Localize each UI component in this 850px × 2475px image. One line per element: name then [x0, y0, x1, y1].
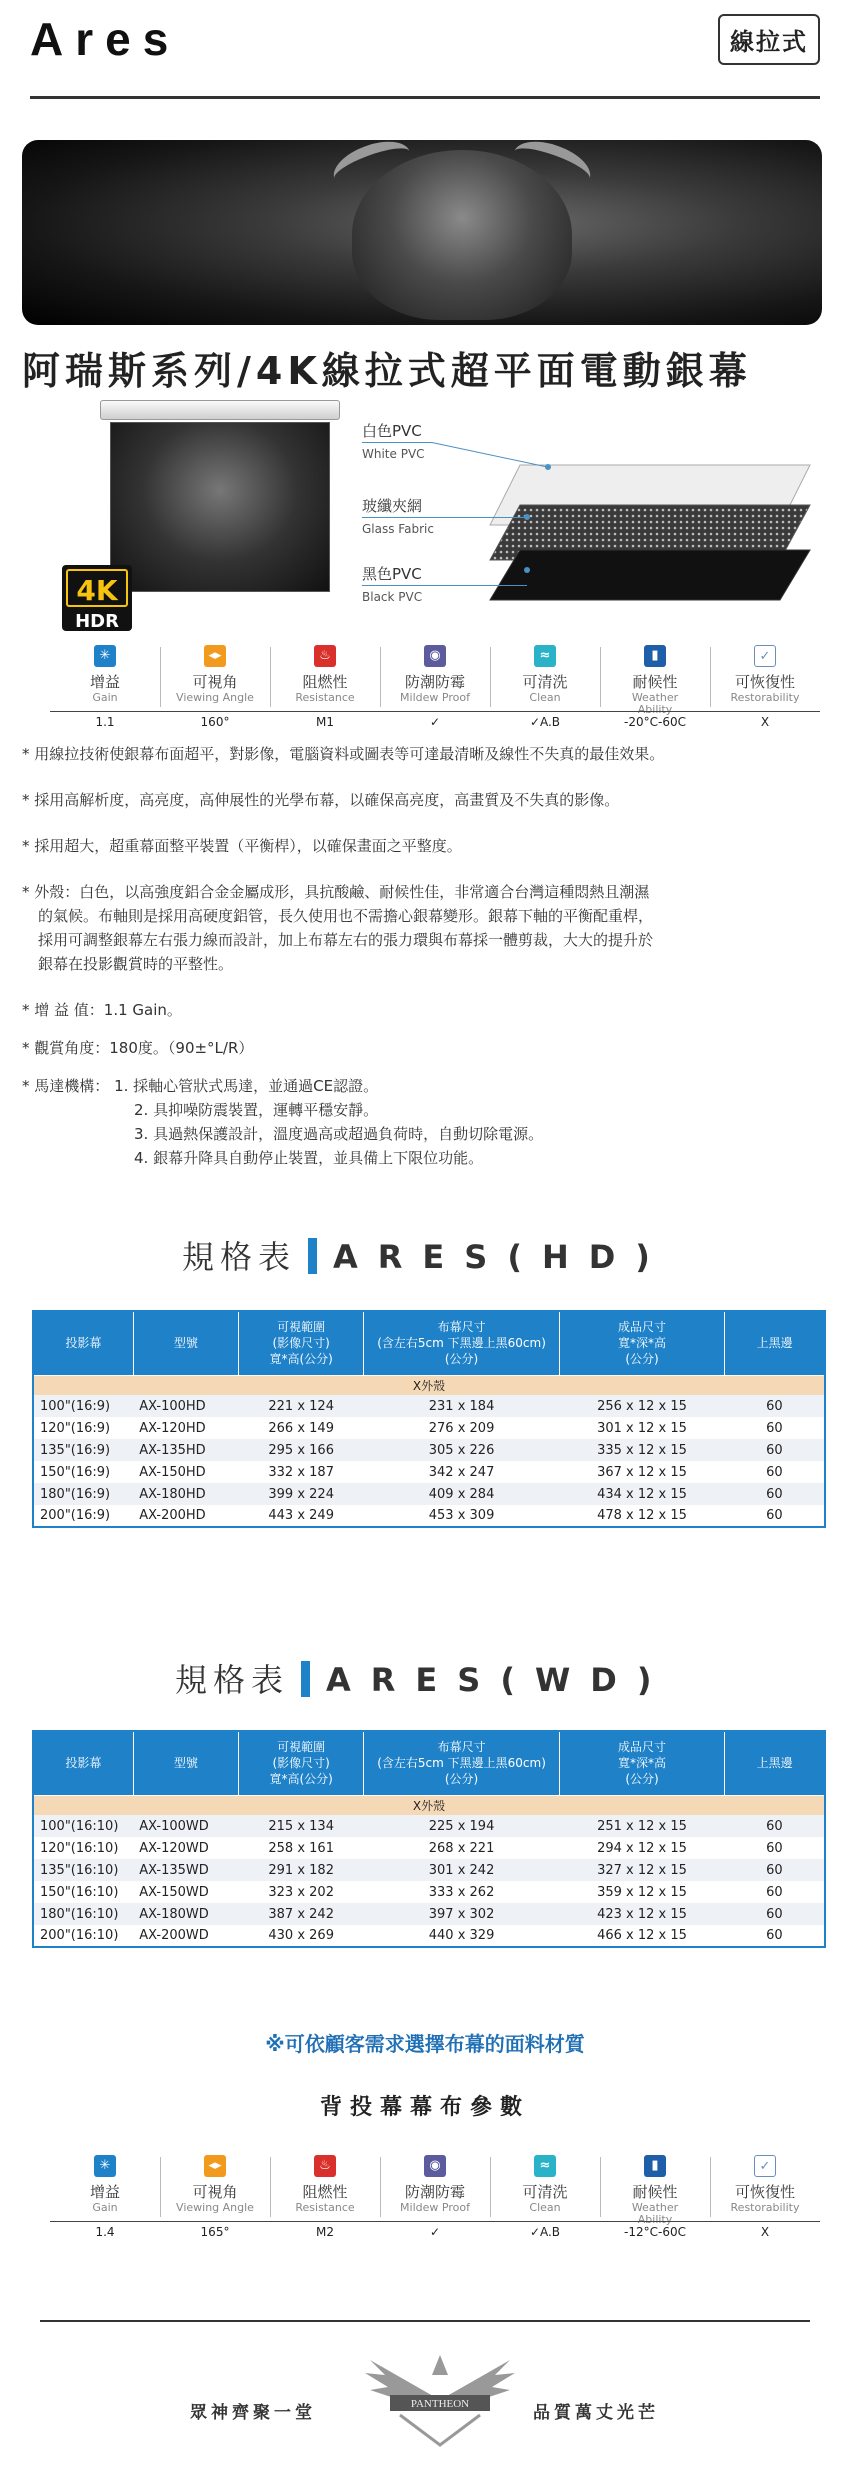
- casing-line: 銀幕在投影觀賞時的平整性。: [38, 955, 234, 973]
- table-cell: 276 x 209: [364, 1417, 559, 1439]
- screen-canvas: [110, 422, 330, 592]
- table-cell: 478 x 12 x 15: [559, 1505, 724, 1527]
- table-cell: 466 x 12 x 15: [559, 1925, 724, 1947]
- property-mildew-proof: [380, 645, 490, 704]
- table-cell: 305 x 226: [364, 1439, 559, 1461]
- leader-dot: [545, 464, 551, 470]
- viewing-angle-icon: ◂▸: [204, 2155, 226, 2177]
- spec-name: ARES(HD): [333, 1238, 670, 1276]
- property-label-en: Mildew Proof: [400, 2201, 470, 2214]
- 4k-hdr-badge: [62, 565, 132, 631]
- table-cell: 60: [725, 1461, 825, 1483]
- casing-note: [22, 880, 832, 976]
- property-viewing-angle: [160, 645, 270, 704]
- table-cell: 225 x 194: [364, 1815, 559, 1837]
- property-weather-ability: [600, 645, 710, 716]
- table-cell: 268 x 221: [364, 1837, 559, 1859]
- spec-heading-hd: [182, 1232, 670, 1278]
- table-cell: AX-180WD: [133, 1903, 238, 1925]
- property-label: 防潮防霉: [404, 673, 465, 691]
- spec-table-wd: [32, 1730, 826, 1948]
- motor-item: 2. 具抑噪防震裝置，運轉平穩安靜。: [134, 1101, 379, 1119]
- property-separator: [160, 647, 161, 707]
- property-resistance: [270, 2155, 380, 2214]
- footer-slogan-right: 品質萬丈光芒: [533, 2403, 659, 2423]
- property-label-en: Resistance: [295, 2201, 355, 2214]
- casing-line: 採用可調整銀幕左右張力線而設計，加上布幕左右的張力環與布幕採一體剪裁，大大的提升於: [38, 931, 654, 949]
- table-cell: AX-150WD: [133, 1881, 238, 1903]
- column-header: 布幕尺寸 (含左右5cm 下黑邊上黑60cm) (公分): [364, 1731, 559, 1795]
- 4k-label: 4K: [66, 569, 128, 607]
- property-label-en: Weather Ability: [631, 691, 679, 717]
- property-value: -12°C-60C: [624, 2225, 686, 2239]
- leader-line: [362, 442, 432, 443]
- column-header: 投影幕: [33, 1731, 133, 1795]
- table-cell: 200"(16:9): [33, 1505, 133, 1527]
- table-cell: 294 x 12 x 15: [559, 1837, 724, 1859]
- table-cell: 60: [725, 1417, 825, 1439]
- header-divider: [30, 96, 820, 99]
- footer-slogan-left: 眾神齊聚一堂: [190, 2403, 316, 2423]
- property-value: ✓A.B: [529, 2225, 561, 2239]
- property-weather-ability: [600, 2155, 710, 2226]
- table-cell: 60: [725, 1505, 825, 1527]
- fabric-layers-diagram: [480, 435, 820, 605]
- property-label-en: Resistance: [295, 691, 355, 704]
- table-cell: AX-120HD: [133, 1417, 238, 1439]
- column-header: 上黑邊: [725, 1731, 825, 1795]
- property-label-en: Gain: [92, 2201, 118, 2214]
- layer-black-cn: 黑色PVC: [362, 565, 422, 583]
- table-cell: 60: [725, 1859, 825, 1881]
- table-cell: 266 x 149: [239, 1417, 364, 1439]
- layer-white-en: White PVC: [362, 447, 425, 461]
- gain-icon: ✳: [94, 645, 116, 667]
- property-value: 160°: [200, 715, 230, 729]
- table-cell: 60: [725, 1439, 825, 1461]
- footer-divider: [40, 2320, 810, 2322]
- property-separator: [600, 2157, 601, 2217]
- table-cell: 342 x 247: [364, 1461, 559, 1483]
- spec-heading-wd: [175, 1655, 671, 1701]
- column-header: 可視範圍 (影像尺寸) 寬*高(公分): [239, 1731, 364, 1795]
- property-value: 165°: [200, 2225, 230, 2239]
- spec-label: 規格表: [182, 1238, 297, 1276]
- column-header: 成品尺寸 寬*深*高 (公分): [559, 1731, 724, 1795]
- table-cell: 221 x 124: [239, 1395, 364, 1417]
- table-cell: 200"(16:10): [33, 1925, 133, 1947]
- table-cell: 434 x 12 x 15: [559, 1483, 724, 1505]
- main-title: 阿瑞斯系列/4K線拉式超平面電動銀幕: [22, 349, 752, 393]
- hdr-label: HDR: [75, 611, 119, 632]
- layer-black-en: Black PVC: [362, 590, 423, 604]
- table-cell: 359 x 12 x 15: [559, 1881, 724, 1903]
- property-separator: [380, 647, 381, 707]
- property-resistance: [270, 645, 380, 704]
- property-separator: [380, 2157, 381, 2217]
- table-cell: AX-100WD: [133, 1815, 238, 1837]
- property-label-en: Clean: [529, 691, 561, 704]
- casing-line: 的氣候。布軸則是採用高硬度鋁管，長久使用也不需擔心銀幕變形。銀幕下軸的平衡配重桿，: [38, 907, 654, 925]
- table-cell: 60: [725, 1925, 825, 1947]
- property-label: 可視角: [192, 2183, 238, 2201]
- column-header: 成品尺寸 寬*深*高 (公分): [559, 1311, 724, 1375]
- property-label: 可視角: [192, 673, 238, 691]
- table-cell: AX-200HD: [133, 1505, 238, 1527]
- property-separator: [490, 647, 491, 707]
- subheader-cell: X外殼: [33, 1795, 825, 1815]
- property-restorability: [710, 2155, 820, 2214]
- warrior-image: [352, 150, 572, 320]
- table-cell: 440 x 329: [364, 1925, 559, 1947]
- mildew-icon: ◉: [424, 2155, 446, 2177]
- table-row: [33, 1859, 825, 1881]
- table-cell: 120"(16:10): [33, 1837, 133, 1859]
- property-values-rule: [50, 2221, 820, 2222]
- restore-icon: ✓: [754, 2155, 776, 2177]
- property-separator: [270, 2157, 271, 2217]
- property-value: 1.1: [95, 715, 115, 729]
- table-row: [33, 1837, 825, 1859]
- mildew-icon: ◉: [424, 645, 446, 667]
- motor-item: 4. 銀幕升降具自動停止裝置，並具備上下限位功能。: [134, 1149, 484, 1167]
- clean-icon: ≈: [534, 645, 556, 667]
- table-row: [33, 1815, 825, 1837]
- layer-glass-cn: 玻纖夾網: [362, 497, 423, 515]
- property-gain: [50, 645, 160, 704]
- table-cell: 251 x 12 x 15: [559, 1815, 724, 1837]
- property-label-en: Restorability: [730, 2201, 800, 2214]
- note-1: * 用線拉技術使銀幕布面超平，對影像，電腦資料或圖表等可達最清晰及線性不失真的最佳效果。: [22, 745, 665, 763]
- subheader-cell: X外殼: [33, 1375, 825, 1395]
- restore-icon: ✓: [754, 645, 776, 667]
- table-row: [33, 1925, 825, 1947]
- table-row: [33, 1395, 825, 1417]
- table-cell: 335 x 12 x 15: [559, 1439, 724, 1461]
- property-label: 可恢復性: [734, 2183, 795, 2201]
- property-label: 耐候性: [632, 2183, 678, 2201]
- property-separator: [490, 2157, 491, 2217]
- property-label-en: Clean: [529, 2201, 561, 2214]
- table-cell: 430 x 269: [239, 1925, 364, 1947]
- spec-label: 規格表: [175, 1661, 290, 1699]
- table-subheader-row: [33, 1795, 825, 1815]
- property-label: 增益: [89, 2183, 120, 2201]
- table-cell: AX-135HD: [133, 1439, 238, 1461]
- property-value: ✓A.B: [529, 715, 561, 729]
- property-label: 增益: [89, 673, 120, 691]
- column-header: 上黑邊: [725, 1311, 825, 1375]
- wings-icon: [365, 2355, 515, 2400]
- table-cell: 60: [725, 1815, 825, 1837]
- table-cell: 135"(16:10): [33, 1859, 133, 1881]
- table-cell: 100"(16:9): [33, 1395, 133, 1417]
- table-cell: 367 x 12 x 15: [559, 1461, 724, 1483]
- property-value: X: [760, 715, 770, 729]
- table-subheader-row: [33, 1375, 825, 1395]
- property-clean: [490, 2155, 600, 2214]
- note-3: * 採用超大，超重幕面整平裝置（平衡桿），以確保畫面之平整度。: [22, 837, 462, 855]
- motor-item: 1. 採軸心管狀式馬達，並通過CE認證。: [114, 1077, 379, 1095]
- table-cell: 323 x 202: [239, 1881, 364, 1903]
- property-label-en: Weather Ability: [631, 2201, 679, 2227]
- property-separator: [710, 2157, 711, 2217]
- table-cell: 60: [725, 1881, 825, 1903]
- table-cell: AX-100HD: [133, 1395, 238, 1417]
- table-cell: 150"(16:10): [33, 1881, 133, 1903]
- table-cell: 409 x 284: [364, 1483, 559, 1505]
- property-separator: [710, 647, 711, 707]
- property-label: 可恢復性: [734, 673, 795, 691]
- table-cell: AX-120WD: [133, 1837, 238, 1859]
- table-cell: 60: [725, 1395, 825, 1417]
- motor-note: [22, 1074, 832, 1098]
- layer-white-cn: 白色PVC: [362, 422, 422, 440]
- property-value: ✓: [429, 715, 441, 729]
- table-cell: 258 x 161: [239, 1837, 364, 1859]
- type-badge: 線拉式: [718, 14, 820, 65]
- property-value: M2: [316, 2225, 334, 2239]
- property-value: ✓: [429, 2225, 441, 2239]
- table-row: [33, 1439, 825, 1461]
- column-header: 型號: [133, 1731, 238, 1795]
- table-cell: AX-135WD: [133, 1859, 238, 1881]
- table-cell: 332 x 187: [239, 1461, 364, 1483]
- leader-line: [362, 585, 527, 586]
- table-row: [33, 1505, 825, 1527]
- screen-illustration: [100, 400, 340, 590]
- property-values-rule: [50, 711, 820, 712]
- properties-panel: [50, 645, 820, 735]
- motor-item: 3. 具過熱保護設計，溫度過高或超過負荷時，自動切除電源。: [134, 1125, 544, 1143]
- property-value: 1.4: [95, 2225, 115, 2239]
- property-value: -20°C-60C: [624, 715, 686, 729]
- table-row: [33, 1903, 825, 1925]
- leader-dot: [524, 567, 530, 573]
- table-cell: 291 x 182: [239, 1859, 364, 1881]
- leader-dot: [524, 514, 530, 520]
- viewing-angle-icon: ◂▸: [204, 645, 226, 667]
- thermometer-icon: ▮: [644, 2155, 666, 2177]
- rear-projection-title: 背投幕幕布參數: [319, 2095, 530, 2120]
- table-cell: AX-200WD: [133, 1925, 238, 1947]
- property-clean: [490, 645, 600, 704]
- table-cell: 301 x 12 x 15: [559, 1417, 724, 1439]
- screen-case: [100, 400, 340, 420]
- property-viewing-angle: [160, 2155, 270, 2214]
- property-label-en: Viewing Angle: [176, 691, 254, 704]
- table-cell: 399 x 224: [239, 1483, 364, 1505]
- leader-line: [362, 517, 527, 518]
- layer-label-glass: [362, 495, 434, 536]
- property-label-en: Restorability: [730, 691, 800, 704]
- brand-title: Ares: [30, 13, 181, 65]
- heading-bar: [301, 1661, 310, 1697]
- table-row: [33, 1881, 825, 1903]
- table-cell: 60: [725, 1903, 825, 1925]
- table-cell: 423 x 12 x 15: [559, 1903, 724, 1925]
- fire-icon: ♨: [314, 2155, 336, 2177]
- property-mildew-proof: [380, 2155, 490, 2214]
- black-pvc-layer: [490, 550, 810, 600]
- emblem-text: PANTHEON: [410, 2398, 470, 2410]
- hero-banner: [22, 140, 822, 325]
- layer-label-white: [362, 420, 425, 461]
- pantheon-emblem: [360, 2345, 520, 2455]
- column-header: 可視範圍 (影像尺寸) 寬*高(公分): [239, 1311, 364, 1375]
- heading-bar: [308, 1238, 317, 1274]
- table-cell: 150"(16:9): [33, 1461, 133, 1483]
- table-row: [33, 1417, 825, 1439]
- table-cell: 256 x 12 x 15: [559, 1395, 724, 1417]
- table-cell: 443 x 249: [239, 1505, 364, 1527]
- table-row: [33, 1483, 825, 1505]
- table-cell: 60: [725, 1837, 825, 1859]
- property-separator: [160, 2157, 161, 2217]
- column-header: 投影幕: [33, 1311, 133, 1375]
- property-label: 防潮防霉: [404, 2183, 465, 2201]
- note-2: * 採用高解析度，高亮度，高伸展性的光學布幕，以確保高亮度，高畫質及不失真的影像。: [22, 791, 620, 809]
- clean-icon: ≈: [534, 2155, 556, 2177]
- property-label: 可清洗: [522, 2183, 568, 2201]
- layer-label-black: [362, 563, 422, 604]
- angle-note: * 觀賞角度：180度。（90±°L/R）: [22, 1039, 254, 1057]
- motor-label: * 馬達機構：: [22, 1077, 110, 1095]
- property-label-en: Mildew Proof: [400, 691, 470, 704]
- table-cell: 295 x 166: [239, 1439, 364, 1461]
- emblem-chevron: [400, 2415, 480, 2445]
- property-separator: [270, 647, 271, 707]
- casing-line: * 外殼：白色，以高強度鋁合金金屬成形，具抗酸鹼、耐候性佳，非常適合台灣這種悶熱且潮濕: [22, 883, 650, 901]
- property-value: X: [760, 2225, 770, 2239]
- table-cell: AX-150HD: [133, 1461, 238, 1483]
- table-cell: 333 x 262: [364, 1881, 559, 1903]
- spec-name: ARES(WD): [326, 1661, 672, 1699]
- table-cell: 180"(16:9): [33, 1483, 133, 1505]
- table-cell: 215 x 134: [239, 1815, 364, 1837]
- table-row: [33, 1461, 825, 1483]
- table-cell: 120"(16:9): [33, 1417, 133, 1439]
- table-header-row: [33, 1311, 825, 1375]
- table-header-row: [33, 1731, 825, 1795]
- property-label: 阻燃性: [302, 2183, 348, 2201]
- property-label: 可清洗: [522, 673, 568, 691]
- custom-fabric-note: ※可依顧客需求選擇布幕的面料材質: [265, 2032, 585, 2056]
- table-cell: 135"(16:9): [33, 1439, 133, 1461]
- table-cell: 397 x 302: [364, 1903, 559, 1925]
- table-cell: 387 x 242: [239, 1903, 364, 1925]
- table-cell: AX-180HD: [133, 1483, 238, 1505]
- thermometer-icon: ▮: [644, 645, 666, 667]
- spec-table-hd: [32, 1310, 826, 1528]
- column-header: 布幕尺寸 (含左右5cm 下黑邊上黑60cm) (公分): [364, 1311, 559, 1375]
- property-label: 阻燃性: [302, 673, 348, 691]
- property-restorability: [710, 645, 820, 704]
- table-cell: 100"(16:10): [33, 1815, 133, 1837]
- table-cell: 327 x 12 x 15: [559, 1859, 724, 1881]
- table-cell: 231 x 184: [364, 1395, 559, 1417]
- property-value: M1: [316, 715, 334, 729]
- table-cell: 301 x 242: [364, 1859, 559, 1881]
- table-cell: 453 x 309: [364, 1505, 559, 1527]
- table-cell: 180"(16:10): [33, 1903, 133, 1925]
- property-label: 耐候性: [632, 673, 678, 691]
- property-label-en: Viewing Angle: [176, 2201, 254, 2214]
- property-label-en: Gain: [92, 691, 118, 704]
- column-header: 型號: [133, 1311, 238, 1375]
- rear-properties-panel: [50, 2155, 820, 2245]
- gain-note: * 增 益 值：1.1 Gain。: [22, 1001, 182, 1019]
- layer-glass-en: Glass Fabric: [362, 522, 434, 536]
- table-cell: 60: [725, 1483, 825, 1505]
- fire-icon: ♨: [314, 645, 336, 667]
- property-gain: [50, 2155, 160, 2214]
- property-separator: [600, 647, 601, 707]
- gain-icon: ✳: [94, 2155, 116, 2177]
